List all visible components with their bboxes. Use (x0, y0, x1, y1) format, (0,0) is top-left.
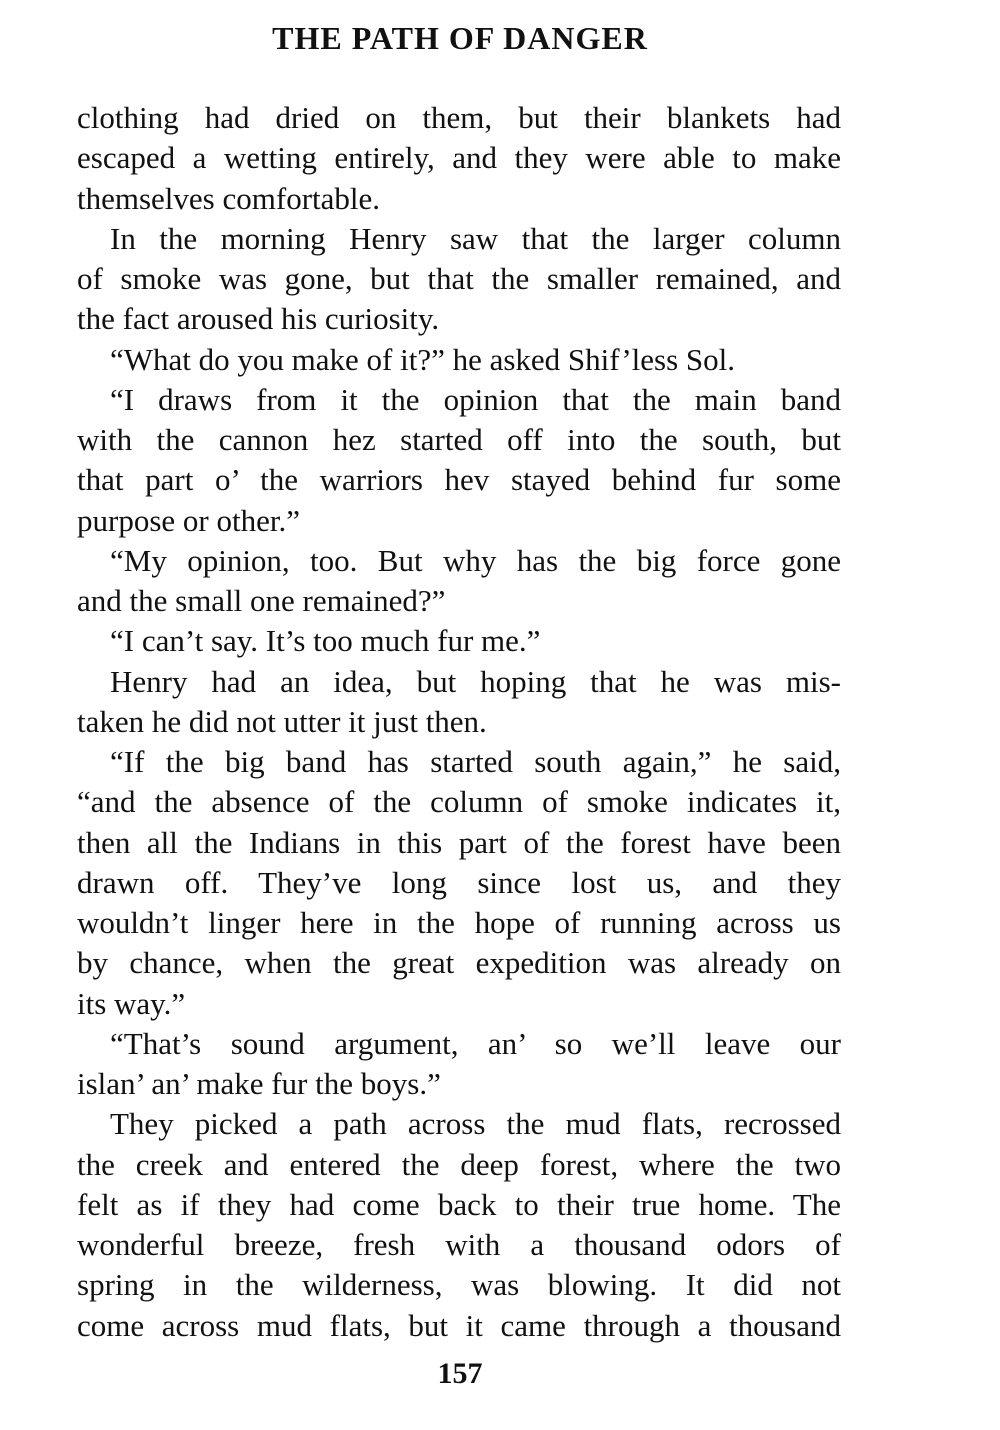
text-line: with the cannon hez started off into the south, but (77, 422, 841, 457)
text-line: In the morning Henry saw that the larger column (110, 220, 841, 256)
text-line: the fact aroused his curiosity. (77, 301, 440, 337)
text-line: They picked a path across the mud flats, recrossed (110, 1106, 841, 1142)
text-line: “That’s sound argument, an’ so we’ll leave our (110, 1025, 841, 1061)
text-line: of smoke was gone, but that the smaller remained, and (77, 261, 841, 296)
text-line: clothing had dried on them, but their blankets had (77, 100, 841, 135)
text-line: then all the Indians in this part of the forest have been (77, 824, 841, 860)
text-line: spring in the wilderness, was blowing. It did not (77, 1267, 841, 1303)
text-line: the creek and entered the deep forest, where the two (77, 1146, 841, 1182)
running-head: THE PATH OF DANGER (272, 20, 648, 56)
text-line: and the small one remained?” (77, 583, 446, 618)
text-line: “and the absence of the column of smoke indicates it, (77, 784, 841, 820)
text-line: escaped a wetting entirely, and they were able to make (77, 140, 841, 176)
body-text (77, 98, 841, 1346)
text-line: purpose or other.” (77, 502, 300, 538)
text-line: drawn off. They’ve long since lost us, and they (77, 864, 841, 900)
text-line: felt as if they had come back to their true home. The (77, 1186, 841, 1222)
text-line: wouldn’t linger here in the hope of running across us (77, 905, 841, 940)
text-line: themselves comfortable. (77, 180, 381, 216)
text-line: islan’ an’ make fur the boys.” (77, 1066, 441, 1101)
text-line: “I draws from it the opinion that the main band (110, 381, 841, 417)
text-line: come across mud flats, but it came through a thousand (77, 1307, 841, 1343)
text-line: taken he did not utter it just then. (77, 703, 487, 739)
text-line: that part o’ the warriors hev stayed behind fur some (77, 462, 841, 498)
text-line: by chance, when the great expedition was already on (77, 945, 841, 981)
text-line: “I can’t say. It’s too much fur me.” (110, 623, 541, 659)
text-line: “What do you make of it?” he asked Shif’less Sol. (110, 341, 735, 377)
text-line: Henry had an idea, but hoping that he was mis- (110, 663, 841, 699)
text-line: “If the big band has started south again,” he said, (110, 744, 841, 779)
text-line: “My opinion, too. But why has the big force gone (110, 542, 841, 578)
text-line: wonderful breeze, fresh with a thousand odors of (77, 1227, 841, 1262)
page-number: 157 (437, 1357, 483, 1390)
text-line: its way.” (77, 985, 186, 1021)
